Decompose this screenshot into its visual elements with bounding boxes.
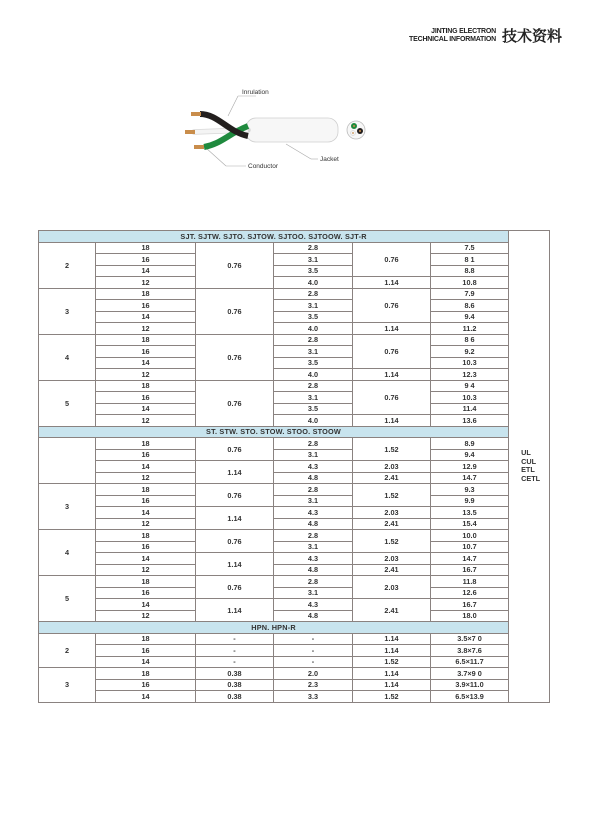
cross-copper-3	[352, 132, 354, 134]
conductor-cell: 2.0	[274, 668, 353, 680]
awg-cell: 14	[96, 507, 196, 519]
conductor-cell: 4.3	[274, 599, 353, 611]
cores-cell	[39, 438, 96, 484]
insulation-leader-diag	[228, 96, 238, 116]
cores-cell: 2	[39, 633, 96, 668]
table-row	[39, 461, 550, 473]
jacket-cell: 1.52	[353, 691, 431, 703]
section-header-row	[39, 622, 550, 634]
awg-cell: 16	[96, 449, 196, 461]
copper-end-2	[185, 130, 195, 134]
certification-item: CETL	[521, 473, 541, 483]
section-title: HPN. HPN-R	[39, 622, 509, 634]
outer-diameter-cell: 10.7	[431, 541, 509, 553]
outer-diameter-cell: 8 6	[431, 334, 509, 346]
awg-cell: 14	[96, 599, 196, 611]
outer-diameter-cell: 12.6	[431, 587, 509, 599]
conductor-label: Conductor	[248, 163, 278, 170]
conductor-cell: 3.1	[274, 495, 353, 507]
table-row	[39, 323, 550, 335]
table-row	[39, 403, 550, 415]
jacket-cell: 2.03	[353, 553, 431, 565]
insulation-cell: 0.76	[196, 438, 274, 461]
awg-cell: 14	[96, 656, 196, 668]
cores-cell: 5	[39, 576, 96, 622]
conductor-cell: 3.5	[274, 357, 353, 369]
conductor-cell: 4.0	[274, 323, 353, 335]
conductor-cell: 3.5	[274, 265, 353, 277]
cores-cell: 4	[39, 334, 96, 380]
outer-diameter-cell: 13.6	[431, 415, 509, 427]
conductor-cell: 3.1	[274, 346, 353, 358]
conductor-cell: 3.1	[274, 449, 353, 461]
outer-diameter-cell: 15.4	[431, 518, 509, 530]
section-header-row	[39, 231, 550, 243]
insulation-cell: 0.38	[196, 679, 274, 691]
table-row	[39, 449, 550, 461]
outer-diameter-cell: 16.7	[431, 564, 509, 576]
certification-item: UL	[521, 448, 531, 458]
insulation-cell: 1.14	[196, 553, 274, 576]
awg-cell: 12	[96, 369, 196, 381]
jacket-cell: 1.14	[353, 369, 431, 381]
awg-cell: 18	[96, 576, 196, 588]
outer-diameter-cell: 6.5×13.9	[431, 691, 509, 703]
awg-cell: 18	[96, 438, 196, 450]
jacket-cell: 1.14	[353, 415, 431, 427]
conductor-cell: 2.8	[274, 380, 353, 392]
conductor-cell: 2.3	[274, 679, 353, 691]
table-row	[39, 587, 550, 599]
cores-cell: 3	[39, 668, 96, 703]
outer-diameter-cell: 7.9	[431, 288, 509, 300]
jacket-label: Jacket	[320, 156, 339, 163]
conductor-cell: 3.1	[274, 300, 353, 312]
insulation-cell: 0.76	[196, 242, 274, 288]
outer-diameter-cell: 8.9	[431, 438, 509, 450]
awg-cell: 16	[96, 495, 196, 507]
table-row	[39, 346, 550, 358]
table-row	[39, 518, 550, 530]
outer-diameter-cell: 9.3	[431, 484, 509, 496]
insulation-cell: 0.76	[196, 530, 274, 553]
outer-diameter-cell: 3.8×7.6	[431, 645, 509, 657]
conductor-cell: 4.8	[274, 564, 353, 576]
outer-diameter-cell: 12.3	[431, 369, 509, 381]
awg-cell: 14	[96, 403, 196, 415]
outer-diameter-cell: 9.2	[431, 346, 509, 358]
table-row	[39, 369, 550, 381]
insulation-cell: 0.76	[196, 484, 274, 507]
conductor-leader	[206, 148, 226, 166]
outer-diameter-cell: 10.3	[431, 357, 509, 369]
jacket-cell: 2.41	[353, 518, 431, 530]
insulation-cell: -	[196, 645, 274, 657]
conductor-cell: 3.1	[274, 587, 353, 599]
jacket-cell: 2.41	[353, 564, 431, 576]
jacket-cell: 1.52	[353, 484, 431, 507]
table-row	[39, 541, 550, 553]
conductor-cell: 4.0	[274, 369, 353, 381]
conductor-cell: 2.8	[274, 484, 353, 496]
table-row	[39, 679, 550, 691]
outer-diameter-cell: 13.5	[431, 507, 509, 519]
jacket-cell: 0.76	[353, 380, 431, 415]
table-row	[39, 300, 550, 312]
cable-spec-table	[38, 230, 550, 703]
outer-diameter-cell: 8.8	[431, 265, 509, 277]
awg-cell: 14	[96, 265, 196, 277]
awg-cell: 16	[96, 679, 196, 691]
awg-cell: 16	[96, 587, 196, 599]
awg-cell: 16	[96, 254, 196, 266]
conductor-cell: -	[274, 645, 353, 657]
cores-cell: 4	[39, 530, 96, 576]
awg-cell: 12	[96, 610, 196, 622]
awg-cell: 18	[96, 288, 196, 300]
table-row	[39, 507, 550, 519]
section-title: SJT. SJTW. SJTO. SJTOW. SJTOO. SJTOOW. SJT-R	[39, 231, 509, 243]
jacket-cell: 1.14	[353, 277, 431, 289]
insulation-cell: 1.14	[196, 599, 274, 622]
table-row	[39, 484, 550, 496]
conductor-cell: 4.0	[274, 415, 353, 427]
jacket-cell: 0.76	[353, 288, 431, 323]
awg-cell: 12	[96, 564, 196, 576]
awg-cell: 12	[96, 518, 196, 530]
table-row	[39, 415, 550, 427]
certification-item: ETL	[521, 465, 535, 475]
outer-diameter-cell: 10.3	[431, 392, 509, 404]
conductor-cell: 3.1	[274, 254, 353, 266]
table-row	[39, 380, 550, 392]
conductor-cell: 4.3	[274, 461, 353, 473]
cores-cell: 5	[39, 380, 96, 426]
conductor-cell: 2.8	[274, 288, 353, 300]
table-row	[39, 334, 550, 346]
awg-cell: 12	[96, 472, 196, 484]
conductor-cell: 4.3	[274, 507, 353, 519]
outer-diameter-cell: 3.5×7 0	[431, 633, 509, 645]
outer-diameter-cell: 11.8	[431, 576, 509, 588]
awg-cell: 12	[96, 323, 196, 335]
cores-cell: 3	[39, 484, 96, 530]
awg-cell: 12	[96, 415, 196, 427]
table-row	[39, 610, 550, 622]
conductor-cell: 4.3	[274, 553, 353, 565]
conductor-cell: 4.0	[274, 277, 353, 289]
outer-diameter-cell: 10.0	[431, 530, 509, 542]
jacket-cell: 1.14	[353, 679, 431, 691]
outer-diameter-cell: 9.4	[431, 311, 509, 323]
awg-cell: 18	[96, 668, 196, 680]
cable-illustration	[176, 84, 376, 174]
certifications-cell	[509, 231, 550, 703]
awg-cell: 14	[96, 461, 196, 473]
awg-cell: 18	[96, 380, 196, 392]
outer-diameter-cell: 3.7×9 0	[431, 668, 509, 680]
awg-cell: 18	[96, 484, 196, 496]
insulation-label: Inrulation	[242, 89, 269, 96]
awg-cell: 16	[96, 541, 196, 553]
awg-cell: 12	[96, 277, 196, 289]
conductor-cell: 4.8	[274, 610, 353, 622]
jacket-shape	[246, 118, 338, 142]
awg-cell: 14	[96, 357, 196, 369]
outer-diameter-cell: 10.8	[431, 277, 509, 289]
page-title: 技术资料	[501, 27, 562, 45]
jacket-cell: 1.14	[353, 323, 431, 335]
table-row	[39, 311, 550, 323]
table-row	[39, 530, 550, 542]
table-row	[39, 392, 550, 404]
cores-cell: 2	[39, 242, 96, 288]
conductor-cell: 3.1	[274, 392, 353, 404]
conductor-cell: 2.8	[274, 242, 353, 254]
awg-cell: 16	[96, 392, 196, 404]
table-row	[39, 645, 550, 657]
table-row	[39, 691, 550, 703]
outer-diameter-cell: 6.5×11.7	[431, 656, 509, 668]
table-row	[39, 357, 550, 369]
section-header-row	[39, 426, 550, 438]
table-row	[39, 656, 550, 668]
awg-cell: 14	[96, 553, 196, 565]
outer-diameter-cell: 12.9	[431, 461, 509, 473]
table-row	[39, 438, 550, 450]
table-row	[39, 599, 550, 611]
insulation-cell: 0.76	[196, 288, 274, 334]
outer-diameter-cell: 7.5	[431, 242, 509, 254]
company-line2: TECHNICAL INFORMATION	[409, 35, 496, 43]
awg-cell: 18	[96, 334, 196, 346]
conductor-cell: 3.5	[274, 311, 353, 323]
outer-diameter-cell: 9.4	[431, 449, 509, 461]
outer-diameter-cell: 3.9×11.0	[431, 679, 509, 691]
awg-cell: 14	[96, 691, 196, 703]
jacket-cell: 1.14	[353, 633, 431, 645]
insulation-cell: 0.76	[196, 576, 274, 599]
certification-list	[521, 449, 549, 483]
table-row	[39, 265, 550, 277]
jacket-cell: 1.14	[353, 645, 431, 657]
insulation-cell: 0.38	[196, 691, 274, 703]
outer-diameter-cell: 8.6	[431, 300, 509, 312]
outer-diameter-cell: 11.4	[431, 403, 509, 415]
conductor-cell: 2.8	[274, 576, 353, 588]
certification-item: CUL	[521, 456, 537, 466]
jacket-cell: 1.14	[353, 668, 431, 680]
table-row	[39, 277, 550, 289]
table-row	[39, 576, 550, 588]
conductor-cell: 3.3	[274, 691, 353, 703]
jacket-leader	[286, 144, 311, 159]
table-row	[39, 242, 550, 254]
jacket-cell: 2.41	[353, 472, 431, 484]
jacket-cell: 1.52	[353, 438, 431, 461]
section-title: ST. STW. STO. STOW. STOO. STOOW	[39, 426, 509, 438]
conductor-cell: 4.8	[274, 472, 353, 484]
conductor-cell: 2.8	[274, 334, 353, 346]
insulation-cell: 0.76	[196, 380, 274, 426]
jacket-cell: 2.03	[353, 507, 431, 519]
copper-end-3	[194, 145, 204, 149]
insulation-cell: -	[196, 656, 274, 668]
awg-cell: 18	[96, 633, 196, 645]
jacket-cell: 1.52	[353, 530, 431, 553]
outer-diameter-cell: 9 4	[431, 380, 509, 392]
awg-cell: 18	[96, 242, 196, 254]
awg-cell: 18	[96, 530, 196, 542]
conductor-cell: 3.5	[274, 403, 353, 415]
outer-diameter-cell: 18.0	[431, 610, 509, 622]
outer-diameter-cell: 16.7	[431, 599, 509, 611]
cross-copper-1	[353, 125, 355, 127]
insulation-cell: 1.14	[196, 461, 274, 484]
conductor-cell: 4.8	[274, 518, 353, 530]
cores-cell: 3	[39, 288, 96, 334]
insulation-cell: -	[196, 633, 274, 645]
outer-diameter-cell: 14.7	[431, 553, 509, 565]
cross-copper-2	[359, 130, 361, 132]
outer-diameter-cell: 14.7	[431, 472, 509, 484]
conductor-cell: 2.8	[274, 530, 353, 542]
jacket-cell: 0.76	[353, 242, 431, 277]
insulation-cell: 1.14	[196, 507, 274, 530]
table-row	[39, 564, 550, 576]
insulation-cell: 0.38	[196, 668, 274, 680]
jacket-cell: 2.41	[353, 599, 431, 622]
conductor-cell: 2.8	[274, 438, 353, 450]
conductor-cell: 3.1	[274, 541, 353, 553]
jacket-cell: 1.52	[353, 656, 431, 668]
conductor-cell: -	[274, 656, 353, 668]
outer-diameter-cell: 11.2	[431, 323, 509, 335]
table-row	[39, 472, 550, 484]
table-row	[39, 668, 550, 680]
table-row	[39, 254, 550, 266]
outer-diameter-cell: 8 1	[431, 254, 509, 266]
conductor-cell: -	[274, 633, 353, 645]
awg-cell: 14	[96, 311, 196, 323]
awg-cell: 16	[96, 645, 196, 657]
copper-end-1	[191, 112, 201, 116]
company-name	[409, 28, 496, 44]
awg-cell: 16	[96, 300, 196, 312]
table-row	[39, 288, 550, 300]
insulation-cell: 0.76	[196, 334, 274, 380]
outer-diameter-cell: 9.9	[431, 495, 509, 507]
company-line1: JINTING ELECTRON	[431, 27, 496, 35]
jacket-cell: 2.03	[353, 576, 431, 599]
jacket-cell: 0.76	[353, 334, 431, 369]
brand-header	[409, 25, 562, 46]
table-row	[39, 495, 550, 507]
table-row	[39, 633, 550, 645]
jacket-cell: 2.03	[353, 461, 431, 473]
table-row	[39, 553, 550, 565]
awg-cell: 16	[96, 346, 196, 358]
cable-diagram	[176, 84, 376, 174]
